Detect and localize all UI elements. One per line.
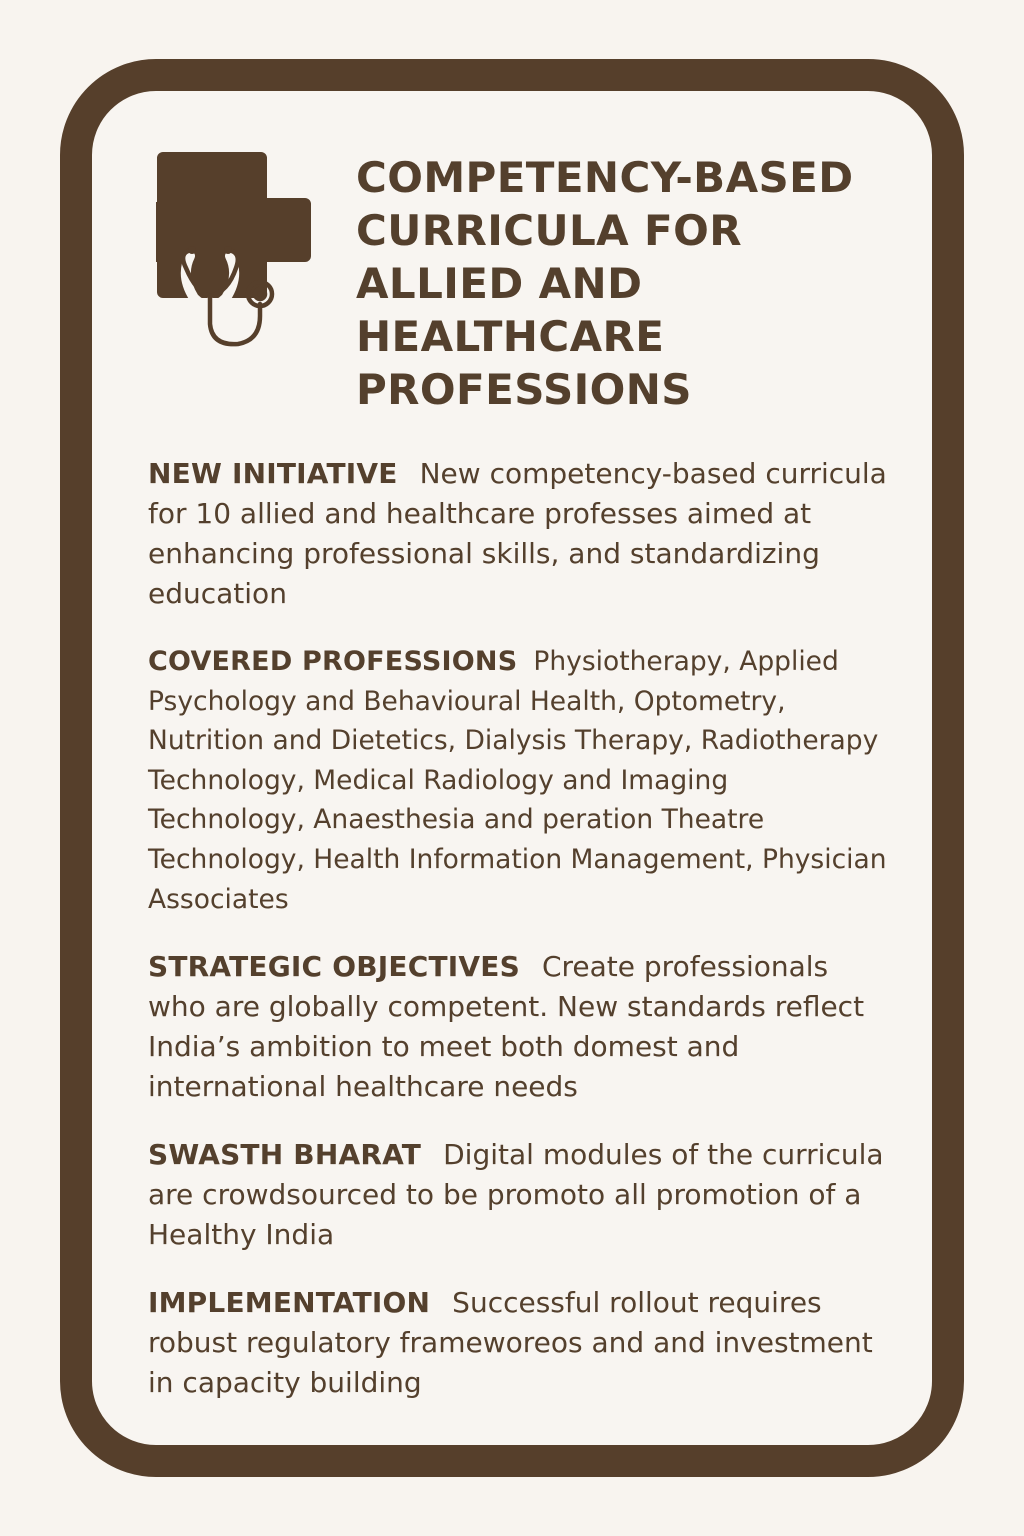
page-title: COMPETENCY-BASED CURRICULA FOR ALLIED AND HEALTHCARE PROFESSIONS [356,153,854,414]
section-swasth-bharat [148,1135,888,1255]
medical-cross-stethoscope-icon [156,152,316,352]
section-text: Create professionals who are globally competent. New standards reflect India’s ambition to meet both domest and international healthcare needs [148,950,865,1104]
section-implementation [148,1283,888,1403]
section-text: Physiotherapy, Applied Psychology and Behavioural Health, Optometry, Nutrition and Dietetics, Dialysis Therapy, Radiotherapy Technology, Medical Radiology and Imaging Technology, Anaesthesia and peration Theatre Technology, Health Information Management, Physician Associates [148,646,887,915]
section-label: SWASTH BHARAT [148,1138,422,1172]
section-label: NEW INITIATIVE [148,457,398,490]
content-sections [148,454,888,1403]
section-text: New competency-based curricula for 10 allied and healthcare professes aimed at enhancing professional skills, and standardizing education [148,457,887,610]
section-label: STRATEGIC OBJECTIVES [148,950,520,984]
section-new-initiative [148,454,888,614]
section-label: COVERED PROFESSIONS [148,646,518,677]
section-strategic-objectives [148,947,888,1107]
section-label: IMPLEMENTATION [148,1286,431,1320]
section-text: Successful rollout requires robust regulatory frameworeos and and investment in capacity building [148,1286,873,1400]
section-covered-professions [148,642,888,919]
section-text: Digital modules of the curricula are crowdsourced to be promoto all promotion of a Healthy India [148,1138,884,1252]
